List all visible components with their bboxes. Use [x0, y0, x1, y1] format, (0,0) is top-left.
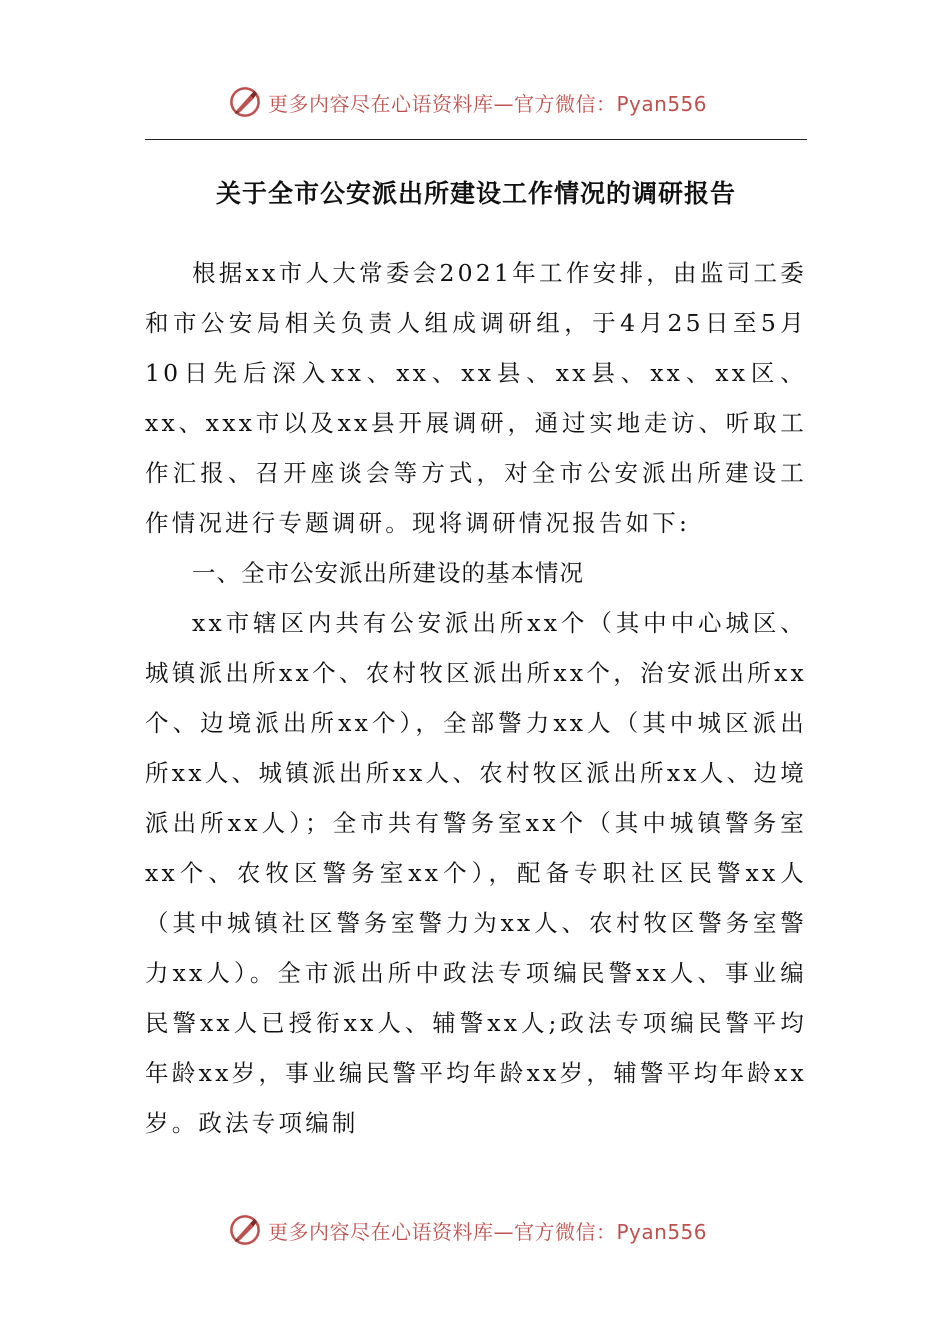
- pen-logo-icon: [228, 1213, 262, 1247]
- document-body: [145, 248, 807, 1148]
- header-divider: [145, 139, 807, 140]
- header-banner: [228, 84, 707, 120]
- pen-logo-icon: [228, 85, 262, 119]
- header-banner-text: 更多内容尽在心语资料库—官方微信：Pyan556: [268, 91, 708, 116]
- footer-banner-text: 更多内容尽在心语资料库—官方微信：Pyan556: [268, 1219, 708, 1244]
- section-heading: 一、全市公安派出所建设的基本情况: [192, 559, 584, 587]
- document-title: 关于全市公安派出所建设工作情况的调研报告: [215, 179, 736, 208]
- footer-banner: [228, 1212, 707, 1248]
- intro-paragraph: 根据xx市人大常委会2021年工作安排，由监司工委和市公安局相关负责人组成调研组，于4月25日至5月10日先后深入xx、xx、xx县、xx县、xx、xx区、xx、xxx市以及xx县开展调研，通过实地走访、听取工作汇报、召开座谈会等方式，对全市公安派出所建设工作情况进行专题调研。现将调研情况报告如下:: [145, 259, 807, 537]
- section-paragraph: xx市辖区内共有公安派出所xx个（其中中心城区、城镇派出所xx个、农村牧区派出所xx个，治安派出所xx个、边境派出所xx个），全部警力xx人（其中城区派出所xx人、城镇派出所xx人、农村牧区派出所xx人、边境派出所xx人）；全市共有警务室xx个（其中城镇警务室xx个、农牧区警务室xx个），配备专职社区民警xx人（其中城镇社区警务室警力为xx人、农村牧区警务室警力xx人）。全市派出所中政法专项编民警xx人、事业编民警xx人已授衔xx人、辅警xx人;政法专项编民警平均年龄xx岁，事业编民警平均年龄xx岁，辅警平均年龄xx岁。政法专项编制: [145, 609, 807, 1137]
